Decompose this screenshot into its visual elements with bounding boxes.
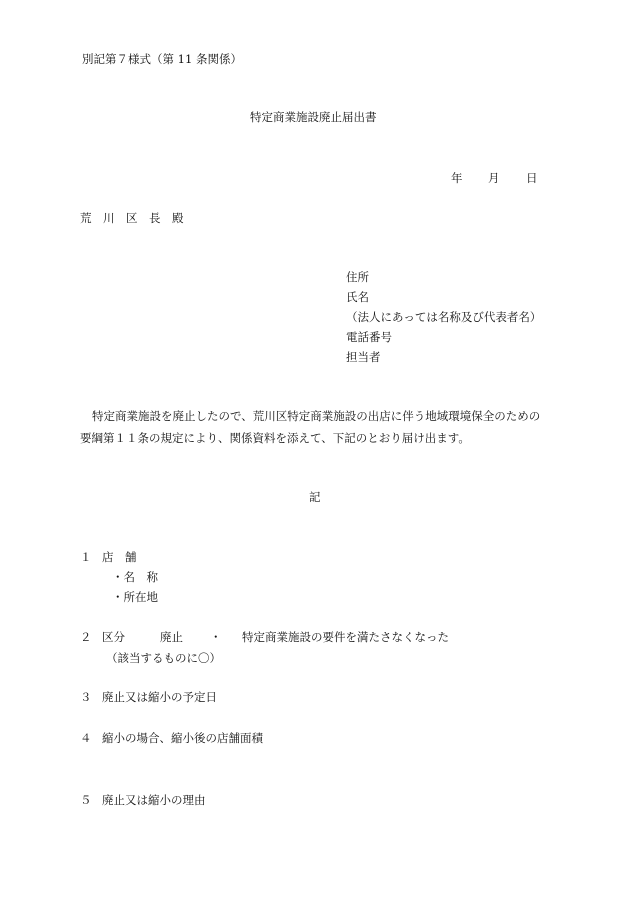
- ki-heading: 記: [309, 490, 321, 504]
- item-label: 縮小の場合、縮小後の店舗面積: [102, 731, 263, 745]
- category-option-requirement: 特定商業施設の要件を満たさなくなった: [242, 630, 449, 644]
- store-name-label: ・名 称: [112, 570, 158, 584]
- item-number: １: [80, 550, 92, 564]
- category-separator: ・: [210, 630, 222, 644]
- store-location-label: ・所在地: [112, 590, 158, 604]
- addressee: 荒 川 区 長 殿: [80, 211, 184, 225]
- item-label: 区分: [102, 630, 125, 644]
- item-number: ５: [80, 793, 92, 807]
- body-line-1: 特定商業施設を廃止したので、荒川区特定商業施設の出店に伴う地域環境保全のための: [92, 409, 541, 423]
- date-year-label: 年: [451, 171, 463, 185]
- address-label: 住所: [346, 270, 369, 284]
- item-label: 廃止又は縮小の予定日: [102, 690, 217, 704]
- item-label: 廃止又は縮小の理由: [102, 793, 206, 807]
- name-label: 氏名: [346, 290, 369, 304]
- date-day-label: 日: [526, 171, 538, 185]
- category-option-abolish: 廃止: [160, 630, 183, 644]
- body-line-2: 要綱第１１条の規定により、関係資料を添えて、下記のとおり届け出ます。: [80, 431, 470, 445]
- date-month-label: 月: [488, 171, 500, 185]
- item-label: 店 舗: [102, 550, 137, 564]
- contact-label: 担当者: [346, 350, 381, 364]
- phone-label: 電話番号: [346, 330, 392, 344]
- item-number: ３: [80, 690, 92, 704]
- name-note: （法人にあっては名称及び代表者名）: [346, 310, 542, 324]
- item-number: ２: [80, 630, 92, 644]
- item-number: ４: [80, 731, 92, 745]
- category-note: （該当するものに〇）: [106, 651, 221, 665]
- document-title: 特定商業施設廃止届出書: [250, 110, 377, 124]
- form-label: 別記第７様式（第 11 条関係）: [82, 52, 242, 66]
